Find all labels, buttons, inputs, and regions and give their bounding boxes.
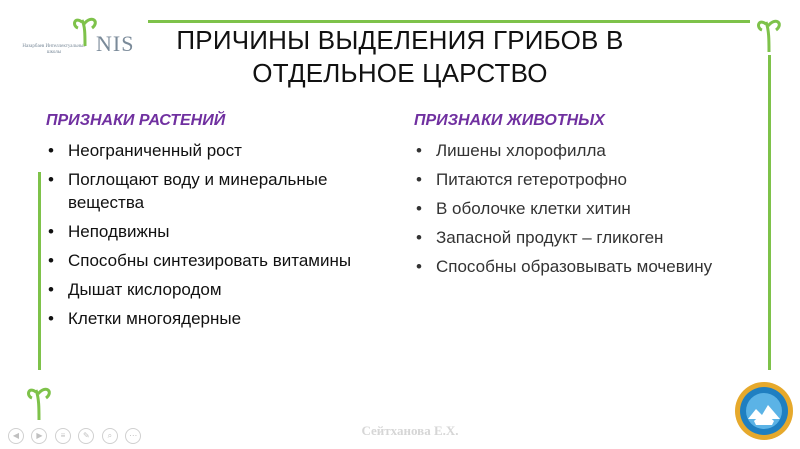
zoom-icon[interactable]: ⌕ bbox=[102, 428, 118, 444]
slide-title bbox=[118, 24, 682, 90]
next-slide-icon[interactable]: ▶ bbox=[31, 428, 47, 444]
footer-author: Сейтханова Е.Х. bbox=[361, 423, 459, 438]
list-item: • Лишены хлорофилла bbox=[414, 139, 734, 162]
logo-small-text: Назарбаев Интеллектуальные школы bbox=[22, 44, 86, 55]
sprout-icon bbox=[22, 382, 56, 422]
plants-list bbox=[46, 139, 386, 336]
pen-icon[interactable]: ✎ bbox=[78, 428, 94, 444]
list-item: • Клетки многоядерные bbox=[46, 307, 386, 330]
list-item: • Поглощают воду и минеральные вещества bbox=[46, 168, 386, 214]
slide-nav-controls[interactable] bbox=[8, 427, 144, 443]
animals-list bbox=[414, 139, 734, 284]
logo-abbr: NIS bbox=[96, 31, 135, 56]
title-line-2: ОТДЕЛЬНОЕ ЦАРСТВО bbox=[252, 58, 548, 88]
animals-heading: ПРИЗНАКИ ЖИВОТНЫХ bbox=[414, 112, 605, 129]
menu-icon[interactable]: ≡ bbox=[55, 428, 71, 444]
title-line-1: ПРИЧИНЫ ВЫДЕЛЕНИЯ ГРИБОВ В bbox=[176, 25, 624, 55]
prev-slide-icon[interactable]: ◀ bbox=[8, 428, 24, 444]
list-item: • Питаются гетеротрофно bbox=[414, 168, 734, 191]
list-item: • Способны синтезировать витамины bbox=[46, 249, 386, 272]
frame-right-line bbox=[768, 55, 771, 370]
list-item: • Способны образовывать мочевину bbox=[414, 255, 734, 278]
city-emblem-icon bbox=[734, 381, 794, 441]
list-item: • Дышат кислородом bbox=[46, 278, 386, 301]
sprout-icon bbox=[68, 12, 102, 48]
list-item: • В оболочке клетки хитин bbox=[414, 197, 734, 220]
list-item: • Запасной продукт – гликоген bbox=[414, 226, 734, 249]
frame-top-line bbox=[148, 20, 750, 23]
frame-left-line bbox=[38, 172, 41, 370]
plants-heading: ПРИЗНАКИ РАСТЕНИЙ bbox=[46, 112, 226, 129]
list-item: • Неограниченный рост bbox=[46, 139, 386, 162]
list-item: • Неподвижны bbox=[46, 220, 386, 243]
more-icon[interactable]: ⋯ bbox=[125, 428, 141, 444]
sprout-icon bbox=[752, 14, 786, 54]
